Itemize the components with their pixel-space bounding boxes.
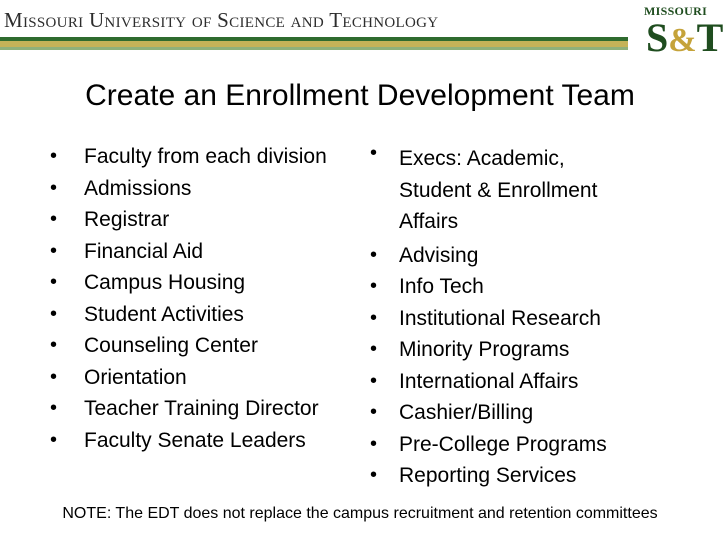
bullet-icon: • <box>50 302 58 325</box>
list-item <box>50 393 370 425</box>
list-item <box>370 366 670 398</box>
bullet-icon: • <box>50 208 58 230</box>
header-stripe-light <box>0 47 628 50</box>
list-item-text: Reporting Services <box>399 464 577 487</box>
bullet-icon: • <box>370 338 378 360</box>
list-item <box>370 303 670 335</box>
bullet-icon: • <box>50 428 58 451</box>
bullet-icon: • <box>370 401 378 423</box>
list-item-text: Financial Aid <box>84 239 204 263</box>
list-item <box>50 330 370 362</box>
list-item <box>50 299 370 331</box>
list-item-text: Minority Programs <box>399 338 570 361</box>
list-item-text: Affairs <box>399 210 459 233</box>
logo-s: S <box>646 15 669 60</box>
bullet-icon: • <box>50 271 58 293</box>
list-item <box>370 240 670 272</box>
list-item <box>50 425 370 457</box>
bullet-icon: • <box>370 306 378 329</box>
list-item <box>370 429 670 461</box>
header-band <box>0 0 723 70</box>
left-bullet-list <box>50 141 370 456</box>
list-item-text: Counseling Center <box>84 334 258 357</box>
right-bullet-list <box>370 141 670 492</box>
bullet-icon: • <box>370 464 378 486</box>
bullet-icon: • <box>50 365 58 388</box>
list-item-text: Faculty Senate Leaders <box>84 428 306 452</box>
list-item-text: Advising <box>399 243 479 267</box>
bullet-icon: • <box>50 176 58 199</box>
slide-title: Create an Enrollment Development Team <box>85 79 635 112</box>
list-item-text: Info Tech <box>399 275 484 298</box>
list-item <box>50 236 370 268</box>
list-item <box>50 173 370 205</box>
list-item-text: Execs: Academic, <box>399 147 565 170</box>
bullet-icon: • <box>370 369 378 392</box>
bullet-icon: • <box>370 432 378 455</box>
logo-t: T <box>696 15 723 60</box>
list-item-text: Student Activities <box>84 302 244 326</box>
bullet-icon: • <box>370 142 378 164</box>
list-item-text: International Affairs <box>399 369 579 393</box>
list-item <box>370 271 670 303</box>
list-item-text: Institutional Research <box>399 306 601 330</box>
list-item-text: Cashier/Billing <box>399 401 534 424</box>
list-item <box>50 362 370 394</box>
logo-st-mark <box>646 14 723 65</box>
list-item-text: Orientation <box>84 365 187 389</box>
logo-ampersand: & <box>668 22 697 59</box>
bullet-icon: • <box>50 334 58 356</box>
bullet-icon: • <box>50 397 58 419</box>
list-item-text: Faculty from each division <box>84 145 327 168</box>
list-item <box>370 334 670 366</box>
bullet-icon: • <box>370 275 378 297</box>
bullet-icon: • <box>370 243 378 266</box>
list-item-text: Registrar <box>84 208 170 231</box>
list-item <box>50 204 370 236</box>
list-item-text: Campus Housing <box>84 271 246 294</box>
list-item-text: Admissions <box>84 176 192 200</box>
list-item <box>370 397 670 429</box>
university-name: Missouri University of Science and Technology <box>4 8 439 32</box>
bullet-icon: • <box>50 145 58 167</box>
list-item <box>370 460 670 492</box>
list-item-text: Pre-College Programs <box>399 432 607 456</box>
list-item-text: Teacher Training Director <box>84 397 319 420</box>
footnote: NOTE: The EDT does not replace the campus recruitment and retention committees <box>62 505 658 522</box>
list-item-text: Student & Enrollment <box>399 178 598 202</box>
logo-missouri-text: MISSOURI <box>644 4 708 18</box>
list-item <box>370 141 670 240</box>
mst-logo <box>636 0 723 66</box>
list-item <box>50 141 370 173</box>
bullet-icon: • <box>50 239 58 262</box>
list-item <box>50 267 370 299</box>
